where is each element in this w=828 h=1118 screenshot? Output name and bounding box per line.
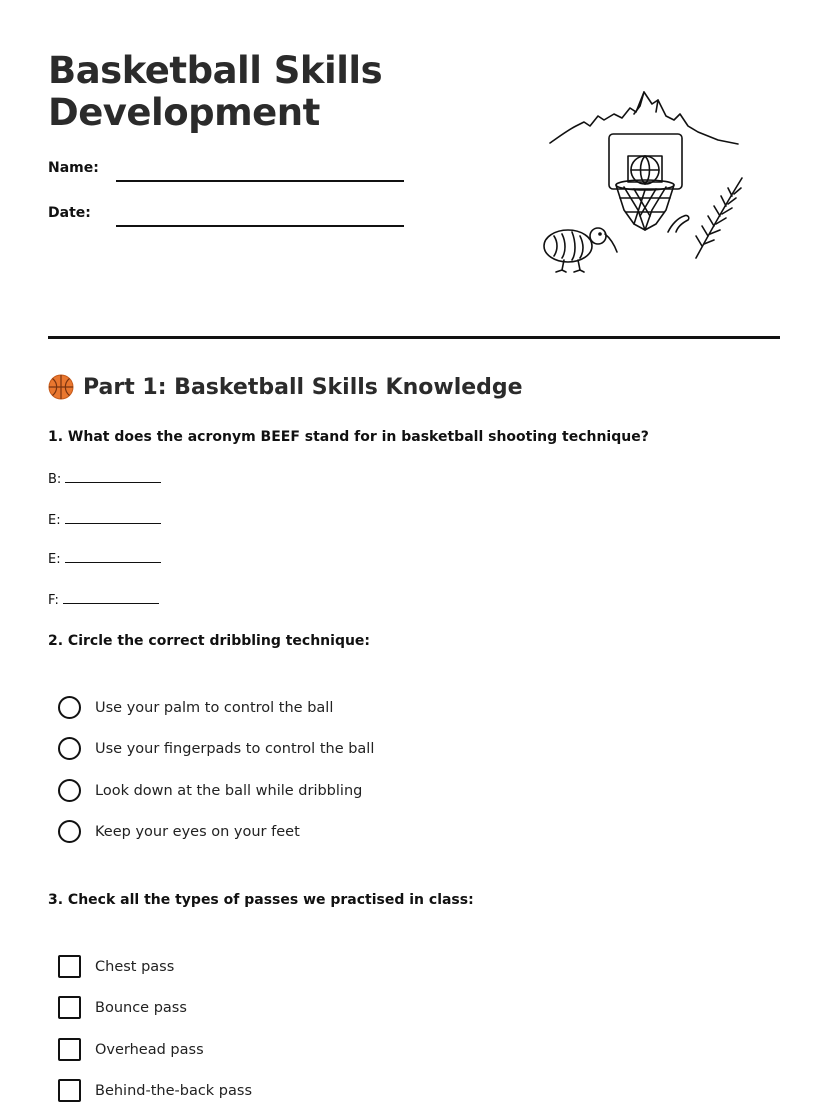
option-palm[interactable] (58, 696, 333, 719)
option-label: Chest pass (95, 958, 175, 975)
blank-row-e1 (48, 511, 161, 528)
blank-row-b (48, 470, 161, 487)
answer-blank[interactable] (65, 511, 161, 524)
worksheet-title (48, 50, 468, 134)
part1-heading-text: Part 1: Basketball Skills Knowledge (83, 374, 523, 400)
checkbox-square-icon[interactable] (58, 996, 81, 1019)
blank-label: E: (48, 552, 61, 567)
name-label: Name: (48, 160, 99, 176)
blank-label: F: (48, 593, 59, 608)
date-label: Date: (48, 205, 91, 221)
option-label: Overhead pass (95, 1041, 204, 1058)
mountains-hoop-kiwi-fern-illustration (538, 86, 748, 278)
option-label: Bounce pass (95, 999, 187, 1016)
radio-circle-icon[interactable] (58, 737, 81, 760)
question-3: 3. Check all the types of passes we practised in class: (48, 892, 474, 908)
part1-heading (48, 374, 523, 400)
radio-circle-icon[interactable] (58, 779, 81, 802)
question-1: 1. What does the acronym BEEF stand for in basketball shooting technique? (48, 429, 649, 445)
section-divider (48, 336, 780, 339)
option-fingerpads[interactable] (58, 737, 374, 760)
answer-blank[interactable] (65, 470, 161, 483)
name-field[interactable] (116, 180, 404, 182)
basketball-emoji-icon (48, 374, 74, 400)
option-label: Look down at the ball while dribbling (95, 782, 363, 799)
checkbox-square-icon[interactable] (58, 955, 81, 978)
option-overhead-pass[interactable] (58, 1038, 204, 1061)
radio-circle-icon[interactable] (58, 696, 81, 719)
title-line-1: Basketball Skills (48, 49, 383, 92)
blank-row-f (48, 591, 159, 608)
option-label: Use your palm to control the ball (95, 699, 334, 716)
option-look-down[interactable] (58, 779, 362, 802)
option-label: Use your fingerpads to control the ball (95, 740, 375, 757)
blank-label: E: (48, 513, 61, 528)
option-chest-pass[interactable] (58, 955, 174, 978)
answer-blank[interactable] (65, 550, 161, 563)
option-behind-the-back-pass[interactable] (58, 1079, 252, 1102)
option-label: Keep your eyes on your feet (95, 823, 300, 840)
blank-label: B: (48, 472, 62, 487)
blank-row-e2 (48, 550, 161, 567)
title-line-2: Development (48, 91, 320, 134)
checkbox-square-icon[interactable] (58, 1038, 81, 1061)
option-bounce-pass[interactable] (58, 996, 187, 1019)
option-label: Behind-the-back pass (95, 1082, 253, 1099)
question-2: 2. Circle the correct dribbling technique: (48, 633, 371, 649)
date-field[interactable] (116, 225, 404, 227)
option-eyes-feet[interactable] (58, 820, 300, 843)
answer-blank[interactable] (63, 591, 159, 604)
checkbox-square-icon[interactable] (58, 1079, 81, 1102)
radio-circle-icon[interactable] (58, 820, 81, 843)
